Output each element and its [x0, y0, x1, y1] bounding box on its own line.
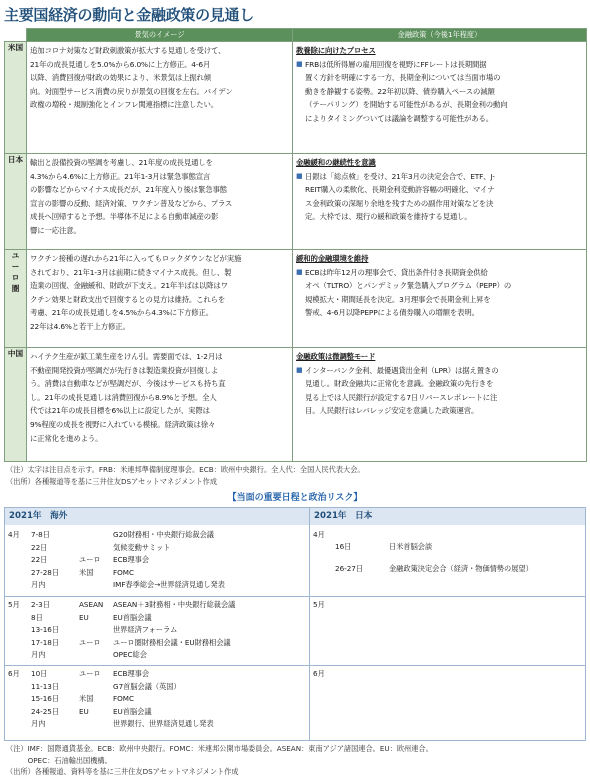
event-name: 世界経済フォーラム	[113, 625, 178, 634]
bullet-indent	[296, 112, 305, 126]
policy-line	[296, 197, 583, 211]
event-date: 16日	[335, 542, 352, 551]
region-cell: 日本	[5, 154, 27, 250]
economy-line: 9%程度の成長を視野に入れている模様。経済政策は徐々	[30, 419, 216, 429]
economy-line: 輸出と設備投資の堅調を考慮し、21年度の成長見通しを	[30, 158, 213, 167]
economy-line: 以降、消費回復が財政の効果により、米景気は上振れ傾	[30, 73, 212, 83]
bullet-indent	[296, 183, 305, 197]
event-date: 11-13日	[31, 681, 60, 691]
table-row	[5, 250, 587, 348]
region-cell: 米国	[5, 42, 27, 154]
event-date: 7-8日	[31, 530, 50, 539]
note-line: （注）IMF：国際通貨基金。ECB：欧州中央銀行。FOMC：米連邦公開市場委員会。ASEAN：東南アジア諸国連合。EU：欧州連合。	[6, 744, 433, 753]
region-cell: ユ ー ロ 圏	[5, 250, 27, 348]
event-date: 月内	[31, 650, 46, 659]
bullet-indent	[296, 279, 305, 293]
policy-text: FRBは低所得層の雇用回復を視野にFFレートは長期間据	[305, 59, 487, 69]
bullet-square-icon: ■	[296, 267, 303, 276]
policy-line	[296, 364, 583, 378]
event-area: ユーロ	[79, 555, 101, 564]
policy-line	[296, 170, 583, 184]
event-date: 2-3日	[31, 600, 50, 609]
calendar-table	[4, 507, 586, 741]
bullet-square-icon: ■	[296, 59, 303, 68]
economy-line: ハイテク生産が鉱工業生産をけん引。需要面では、1-2月は	[30, 352, 223, 361]
event-name: FOMC	[113, 694, 135, 703]
policy-line	[296, 58, 583, 72]
economy-line: の影響などからマイナス成長だが、21年度入り後は緊急事態	[30, 185, 227, 195]
table-row	[5, 154, 587, 250]
economy-line: されており、21年1-3月は前期に続きマイナス成長。但し、製	[30, 267, 232, 277]
economy-line: 4.3%から4.6%に上方修正。21年1-3月は緊急事態宣言	[30, 171, 211, 181]
bullet-indent	[296, 85, 305, 99]
month-label-overseas: 5月	[8, 600, 20, 609]
bullet-indent	[296, 98, 305, 112]
policy-line	[296, 293, 583, 307]
economy-line: 不動産開発投資が堅調だが先行きは製造業投資が回復しよ	[30, 365, 219, 375]
bullet-indent	[296, 391, 305, 405]
event-name: ECB理事会	[113, 555, 150, 564]
event-name: G7首脳会議（英国）	[113, 681, 181, 691]
event-name: 気候変動サミット	[113, 542, 171, 552]
note-line: （出所）各種報道等を基に三井住友DSアセットマネジメント作成	[6, 476, 218, 486]
economy-line: 代では21年の成長目標を6%以上に設定したが、実際は	[30, 406, 210, 416]
policy-text: 置く方針を明確にする一方、長期金利については当面市場の	[305, 73, 501, 83]
policy-text: 目。人民銀行はレバレッジ安定を意識した政策運営。	[305, 406, 479, 416]
month-label-japan: 4月	[313, 530, 325, 539]
economy-line: し。21年の成長見通しは消費回復から8.9%と予想。全人	[30, 392, 217, 402]
event-name: EU首脳会議	[113, 612, 152, 622]
event-name: EU首脳会議	[113, 706, 152, 716]
policy-title: 緩和的金融環境を維持	[296, 254, 369, 263]
note-line: OPEC：石油輸出国機構。	[6, 755, 112, 765]
policy-text: 警戒、4-6月以降PEPPによる債券購入の増額を表明。	[305, 308, 479, 318]
policy-line	[296, 112, 583, 126]
event-name: OPEC総会	[113, 650, 147, 659]
policy-text: ECBは昨年12月の理事会で、貸出条件付き長期資金供給	[305, 267, 488, 277]
bullet-indent	[296, 293, 305, 307]
economy-line: 22年は4.6%と若干上方修正。	[30, 321, 130, 331]
policy-text: 規模拡大・期間延長を決定。3月理事会で長期金利上昇を	[305, 294, 491, 304]
event-area: 米国	[79, 567, 94, 577]
policy-text: オペ（TLTRO）とパンデミック緊急購入プログラム（PEPP）の	[305, 281, 512, 291]
policy-line	[296, 306, 583, 320]
policy-text: 見る上では人民銀行が設定する7日リバースレポレートに注	[305, 392, 498, 402]
policy-text: 見通し。財政金融共に正常化を意識。金融政策の先行きを	[305, 379, 494, 389]
note-line: （注）太字は注目点を示す。FRB：米連邦準備制度理事会。ECB：欧州中央銀行。全人代：全国人民代表大会。	[6, 465, 365, 474]
header-econ: 景気のイメージ	[27, 29, 293, 42]
economy-line: 響に一応注意。	[30, 225, 81, 235]
policy-text: （テーパリング）を開始する可能性があるが、長期金利の動向	[305, 100, 508, 110]
bullet-indent	[296, 210, 305, 224]
bullet-square-icon: ■	[296, 365, 303, 374]
policy-line	[296, 210, 583, 224]
policy-text: 定。大枠では、現行の緩和政策を維持する見通し。	[305, 212, 472, 222]
month-label-japan: 5月	[313, 600, 325, 609]
header-policy: 金融政策（今後1年程度）	[293, 29, 587, 42]
policy-text: 日銀は「総点検」を受け、21年3月の決定会合で、ETF、J-	[305, 171, 495, 181]
event-date: 15-16日	[31, 694, 60, 703]
economy-line: 追加コロナ対策など財政刺激策が拡大する見通しを受けて、	[30, 46, 226, 55]
economy-line: 宣言の影響の反動、経済対策、ワクチン普及などから、プラス	[30, 198, 233, 208]
notes-table	[4, 464, 586, 487]
event-date: 26-27日	[335, 564, 364, 573]
policy-line	[296, 183, 583, 197]
policy-cell	[293, 250, 587, 348]
bullet-indent	[296, 197, 305, 211]
region-cell: 中国	[5, 348, 27, 462]
event-area: ASEAN	[79, 600, 104, 609]
event-date: 17-18日	[31, 637, 60, 647]
policy-cell	[293, 348, 587, 462]
policy-text: インターバンク金利、最優遇貸出金利（LPR）は据え置きの	[305, 365, 499, 375]
policy-line	[296, 98, 583, 112]
policy-text: REIT購入の柔軟化、長期金利変動許容幅の明確化、マイナ	[305, 185, 495, 195]
economy-cell	[27, 154, 293, 250]
policy-line	[296, 279, 583, 293]
economy-line: 向。対面型サービス消費の戻りが景気の回復を左右。バイデン	[30, 86, 233, 96]
month-label-japan: 6月	[313, 669, 325, 678]
policy-text: 動きを静観する姿勢。22年初以降、債券購入ペースの減額	[305, 86, 495, 96]
policy-line	[296, 266, 583, 280]
event-name: G20財務相・中央銀行総裁会議	[113, 530, 214, 539]
economy-line: 考慮、21年の成長見通しを4.5%から4.3%に下方修正。	[30, 308, 214, 318]
month-separator	[5, 596, 585, 597]
event-date: 月内	[31, 719, 46, 728]
event-area: 米国	[79, 694, 94, 703]
economy-line: う。消費は自動車などが堅調だが、今後はサービスも持ち直	[30, 379, 226, 389]
policy-title: 教養除に向けたプロセス	[296, 46, 376, 55]
event-date: 月内	[31, 580, 46, 589]
event-area: ユーロ	[79, 637, 101, 647]
notes-calendar	[4, 743, 586, 778]
event-name: IMF春季総会→世界経済見通し発表	[113, 580, 225, 589]
table-row	[5, 348, 587, 462]
bullet-indent	[296, 377, 305, 391]
policy-title: 金融緩和の継続性を意識	[296, 158, 376, 167]
policy-text: によりタイミングついては議論を調整する可能性がある。	[305, 113, 493, 123]
economy-line: 造業の回復、金融緩和、財政が下支え。21年半ばは以降はワ	[30, 281, 228, 291]
economy-cell	[27, 42, 293, 154]
calendar-divider	[309, 508, 310, 740]
policy-title: 金融政策は微調整モード	[296, 352, 376, 361]
page-title: 主要国経済の動向と金融政策の見通し	[4, 6, 254, 24]
event-area: ユーロ	[79, 669, 101, 678]
event-name: FOMC	[113, 567, 135, 577]
event-name: 日米首脳会談	[389, 542, 433, 551]
economy-line: 成長へ回帰すると予想。半導体不足による自動車減産の影	[30, 212, 219, 222]
table-corner	[5, 29, 27, 42]
month-separator	[5, 665, 585, 666]
japan-header: 2021年 日本	[310, 508, 585, 525]
event-name: ユーロ圏財務相会議・EU財務相会議	[113, 637, 231, 647]
bullet-indent	[296, 404, 305, 418]
month-label-overseas: 6月	[8, 669, 20, 678]
policy-cell	[293, 154, 587, 250]
event-date: 13-16日	[31, 625, 60, 634]
event-date: 22日	[31, 542, 48, 552]
table-row	[5, 42, 587, 154]
bullet-indent	[296, 71, 305, 85]
policy-text: ス金利政策の深堀り余地を残すための副作用対策などを決	[305, 198, 494, 208]
event-date: 24-25日	[31, 706, 60, 716]
event-date: 27-28日	[31, 567, 60, 577]
bullet-square-icon: ■	[296, 171, 303, 180]
policy-line	[296, 71, 583, 85]
bullet-indent	[296, 306, 305, 320]
month-label-overseas: 4月	[8, 530, 20, 539]
policy-cell	[293, 42, 587, 154]
policy-line	[296, 391, 583, 405]
event-area: EU	[79, 706, 89, 716]
economy-line: クチン効果と財政支出で回復するとの見方は維持。これらを	[30, 294, 226, 304]
outlook-table	[4, 28, 587, 462]
economy-cell	[27, 348, 293, 462]
event-name: 世界銀行、世界経済見通し発表	[113, 719, 214, 728]
event-date: 8日	[31, 612, 43, 622]
economy-line: に正常化を進めよう。	[30, 433, 103, 443]
overseas-header: 2021年 海外	[5, 508, 309, 525]
economy-cell	[27, 250, 293, 348]
event-area: EU	[79, 612, 89, 622]
note-line: （出所）各種報道、資料等を基に三井住友DSアセットマネジメント作成	[6, 767, 239, 776]
calendar-title: 【当面の重要日程と政治リスク】	[227, 493, 363, 503]
economy-line: 21年の成長見通しを5.0%から6.0%に上方修正。4-6月	[30, 59, 211, 69]
economy-line: 政権の増税・規制強化とインフレ関連指標に注意したい。	[30, 100, 218, 110]
policy-line	[296, 404, 583, 418]
policy-line	[296, 85, 583, 99]
event-name: ECB理事会	[113, 669, 150, 678]
event-date: 22日	[31, 555, 48, 564]
event-name: 金融政策決定会合（経済・物価情勢の展望）	[389, 564, 533, 573]
event-date: 10日	[31, 669, 48, 678]
economy-line: ワクチン接種の遅れから21年に入ってもロックダウンなどが実施	[30, 254, 242, 263]
policy-line	[296, 377, 583, 391]
event-name: ASEAN＋3財務相・中央銀行総裁会議	[113, 600, 236, 609]
